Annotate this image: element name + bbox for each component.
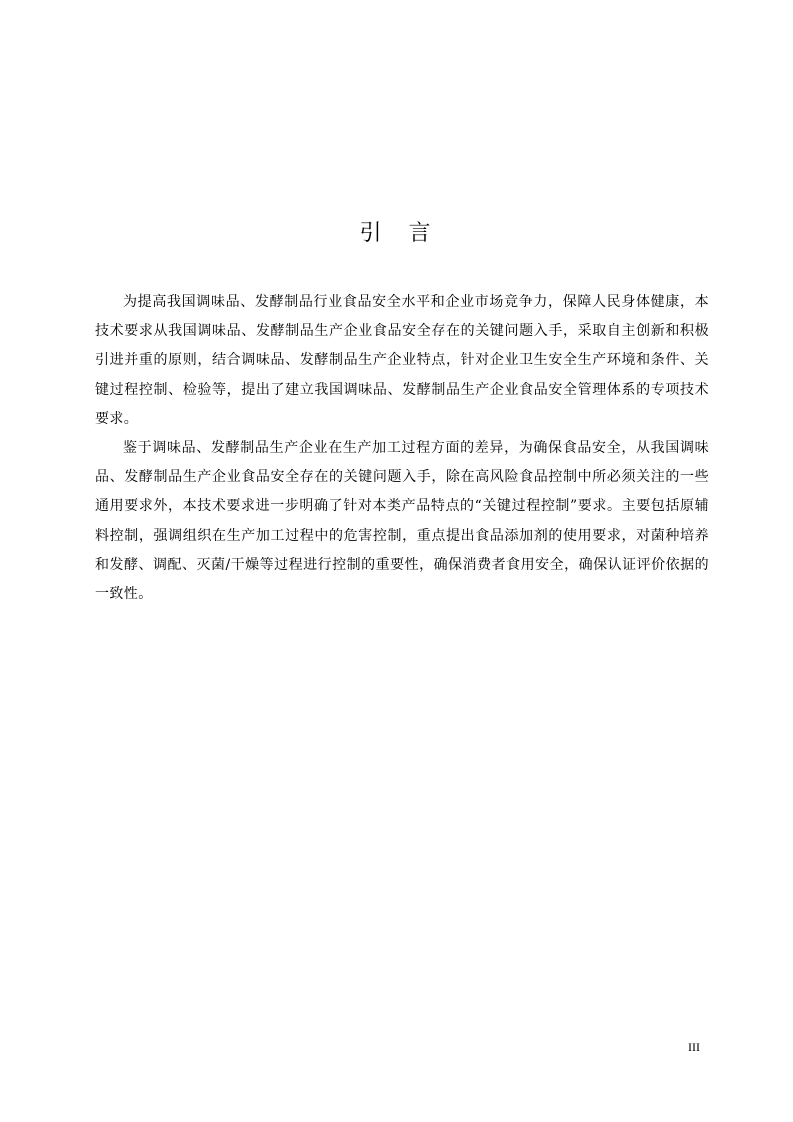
body-text [95,288,709,609]
page-title: 引 言 [359,221,441,246]
paragraph-2: 鉴于调味品、发酵制品生产企业在生产加工过程方面的差异，为确保食品安全，从我国调味品、发酵制品生产企业食品安全存在的关键问题入手，除在高风险食品控制中所必须关注的一些通用要求外，本技术要求进一步明确了针对本类产品特点的“关键过程控制”要求。主要包括原辅料控制，强调组织在生产加工过程中的危害控制，重点提出食品添加剂的使用要求，对菌种培养和发酵、调配、灭菌/干燥等过程进行控制的重要性，确保消费者食用安全，确保认证评价依据的一致性。 [95,440,709,603]
page-number: III [688,1040,700,1054]
paragraph-1: 为提高我国调味品、发酵制品行业食品安全水平和企业市场竞争力，保障人民身体健康，本技术要求从我国调味品、发酵制品生产企业食品安全存在的关键问题入手，采取自主创新和积极引进并重的原则，结合调味品、发酵制品生产企业特点，针对企业卫生安全生产环境和条件、关键过程控制、检验等，提出了建立我国调味品、发酵制品生产企业食品安全管理体系的专项技术要求。 [95,294,709,427]
